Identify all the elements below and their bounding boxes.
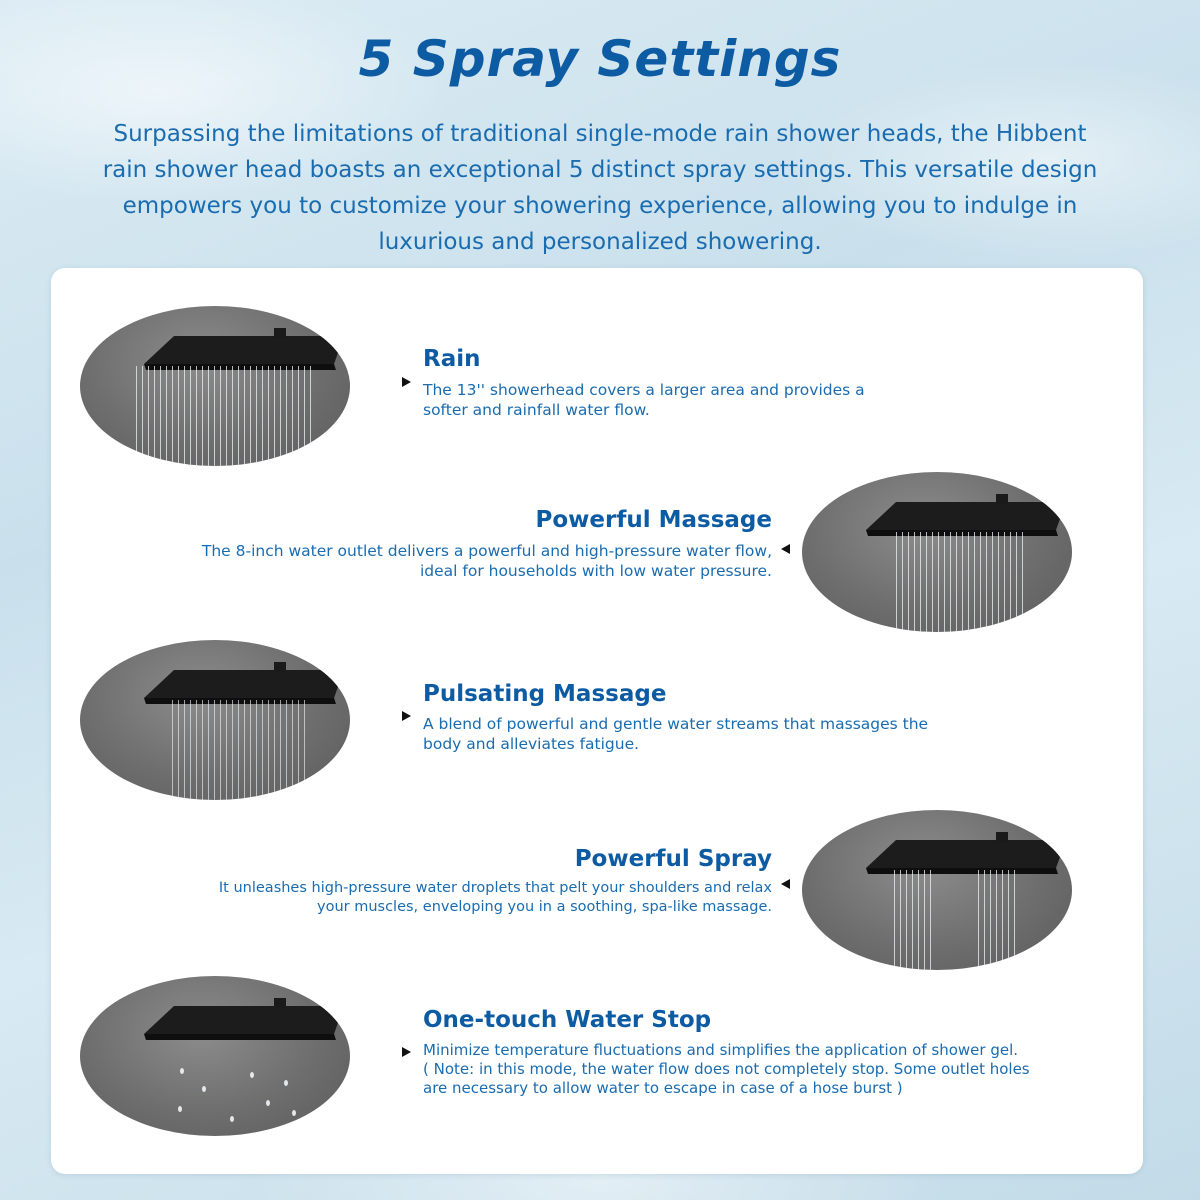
water-stop-image [80, 976, 350, 1136]
water-drop [284, 1080, 288, 1086]
feature-desc-powerful-spray [112, 879, 772, 917]
desc-line: are necessary to allow water to escape in case of a hose burst ) [423, 1079, 903, 1097]
intro-line: luxurious and personalized showering. [378, 229, 822, 255]
feature-title-pulsating-massage: Pulsating Massage [423, 681, 667, 707]
intro-line: Surpassing the limitations of traditional single-mode rain shower heads, the Hibbent [113, 121, 1087, 147]
desc-line: A blend of powerful and gentle water streams that massages the [423, 715, 929, 733]
water-droplets [80, 976, 350, 1136]
arrow-right-icon [402, 377, 411, 387]
desc-line: The 13'' showerhead covers a larger area and provides a [423, 381, 865, 399]
water-drop [180, 1068, 184, 1074]
water-drop [178, 1106, 182, 1112]
desc-line: your muscles, enveloping you in a soothing, spa-like massage. [317, 899, 772, 915]
arrow-right-icon [402, 711, 411, 721]
showerhead-icon [846, 828, 1072, 874]
desc-line: It unleashes high-pressure water droplets that pelt your shoulders and relax [218, 880, 772, 896]
water-jets [896, 532, 1028, 632]
desc-line: Minimize temperature fluctuations and simplifies the application of shower gel. [423, 1041, 1019, 1059]
desc-line: softer and rainfall water flow. [423, 401, 650, 419]
water-jets [978, 870, 1018, 970]
arrow-left-icon [781, 879, 790, 889]
feature-title-powerful-massage: Powerful Massage [535, 507, 772, 533]
powerful-spray-image [802, 810, 1072, 970]
water-drop [230, 1116, 234, 1122]
pulsating-massage-image [80, 640, 350, 800]
feature-title-powerful-spray: Powerful Spray [574, 846, 772, 872]
desc-line: ideal for households with low water pressure. [419, 562, 772, 580]
feature-desc-water-stop [423, 1041, 1123, 1098]
arrow-right-icon [402, 1047, 411, 1057]
water-drop [250, 1072, 254, 1078]
intro-text [40, 116, 1160, 260]
water-jets [136, 366, 312, 466]
desc-line: body and alleviates fatigue. [423, 735, 640, 753]
water-jets [172, 700, 310, 800]
page-title: 5 Spray Settings [358, 30, 842, 88]
water-drop [202, 1086, 206, 1092]
intro-line: empowers you to customize your showering experience, allowing you to indulge in [122, 193, 1078, 219]
desc-line: ( Note: in this mode, the water flow does not completely stop. Some outlet holes [423, 1060, 1030, 1078]
showerhead-icon [846, 490, 1072, 536]
water-drop [266, 1100, 270, 1106]
feature-desc-rain [423, 380, 943, 420]
water-jets [894, 870, 934, 970]
intro-line: rain shower head boasts an exceptional 5 distinct spray settings. This versatile design [102, 157, 1098, 183]
powerful-massage-image [802, 472, 1072, 632]
desc-line: The 8-inch water outlet delivers a powerful and high-pressure water flow, [201, 542, 772, 560]
rain-mode-image [80, 306, 350, 466]
feature-title-water-stop: One-touch Water Stop [423, 1007, 712, 1033]
showerhead-icon [124, 324, 350, 370]
feature-title-rain: Rain [423, 346, 481, 372]
arrow-left-icon [781, 544, 790, 554]
feature-desc-powerful-massage [112, 541, 772, 581]
feature-desc-pulsating-massage [423, 714, 1043, 754]
water-drop [292, 1110, 296, 1116]
showerhead-icon [124, 658, 350, 704]
